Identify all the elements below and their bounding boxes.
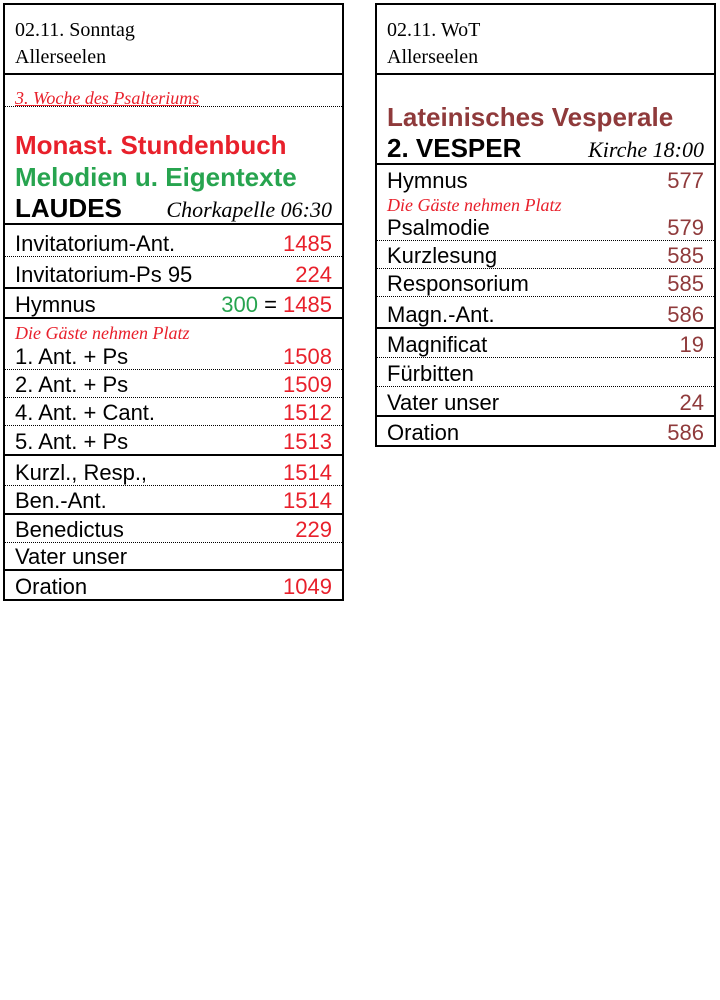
- laudes-feast: Allerseelen: [15, 46, 107, 68]
- vesper-date: 02.11. WoT: [387, 19, 481, 41]
- page-number: [221, 293, 332, 317]
- row-label: 4. Ant. + Cant.: [15, 400, 156, 425]
- row-label: Responsorium: [387, 271, 529, 296]
- list-item: [5, 571, 342, 599]
- page-number: 577: [667, 168, 704, 193]
- list-item: [5, 426, 342, 454]
- page-number: 585: [667, 271, 704, 296]
- vesper-hour-line: [377, 133, 714, 163]
- list-item: [377, 165, 714, 193]
- laudes-section-reading: [3, 454, 344, 515]
- book-stundenbuch: Monast. Stundenbuch: [15, 130, 287, 160]
- laudes-section-invitatory: [3, 223, 344, 287]
- row-label: Fürbitten: [387, 361, 474, 386]
- vesper-title-block: [375, 75, 716, 163]
- page-number-melodien: 300: [221, 292, 258, 317]
- page-number: 224: [295, 262, 332, 287]
- list-item: [5, 370, 342, 398]
- row-label: 1. Ant. + Ps: [15, 344, 129, 369]
- laudes-date-header: [3, 3, 344, 75]
- page-number: 585: [667, 243, 704, 268]
- page-number: 229: [295, 517, 332, 542]
- page-number: 1514: [283, 488, 332, 513]
- laudes-section-psalmody: [3, 287, 344, 454]
- row-label: Invitatorium-Ps 95: [15, 262, 193, 287]
- vesper-section-psalmody: [375, 163, 716, 327]
- list-item: [5, 225, 342, 257]
- page-number: 19: [679, 332, 704, 357]
- row-label: Ben.-Ant.: [15, 488, 107, 513]
- laudes-date: 02.11. Sonntag: [15, 19, 135, 41]
- list-item: [377, 417, 714, 445]
- vesper-books: [377, 75, 714, 133]
- list-item: [377, 297, 714, 327]
- guests-note: Die Gäste nehmen Platz: [15, 323, 190, 343]
- row-label: Hymnus: [387, 168, 468, 193]
- list-item: [5, 486, 342, 513]
- hour-name-vesper: 2. VESPER: [387, 133, 522, 163]
- equals-sign: =: [257, 292, 284, 317]
- row-label: Kurzlesung: [387, 243, 498, 268]
- laudes-title-block: [3, 75, 344, 223]
- list-item: [377, 329, 714, 358]
- page-number: 586: [667, 420, 704, 445]
- list-item: [377, 215, 714, 241]
- row-label: Vater unser: [15, 544, 128, 569]
- page-number: 1509: [283, 372, 332, 397]
- page-number: 1508: [283, 344, 332, 369]
- list-item: [377, 387, 714, 417]
- vesper-feast: Allerseelen: [387, 46, 479, 68]
- psalter-week: 3. Woche des Psalteriums: [5, 75, 342, 107]
- book-vesperale: Lateinisches Vesperale: [387, 102, 674, 132]
- row-label: Kurzl., Resp.,: [15, 460, 148, 485]
- list-item: [5, 343, 342, 370]
- laudes-hour-line: [5, 193, 342, 223]
- row-label: 2. Ant. + Ps: [15, 372, 129, 397]
- list-item: [5, 398, 342, 426]
- row-label: Invitatorium-Ant.: [15, 231, 176, 256]
- guests-note: Die Gäste nehmen Platz: [387, 195, 562, 215]
- row-label: Benedictus: [15, 517, 124, 542]
- row-label: Magn.-Ant.: [387, 302, 495, 327]
- vesper-date-header: [375, 3, 716, 75]
- row-label: Magnificat: [387, 332, 488, 357]
- row-label: Psalmodie: [387, 215, 490, 240]
- row-label: Vater unser: [387, 390, 500, 415]
- page-number: 24: [679, 390, 704, 415]
- laudes-books: [5, 107, 342, 193]
- vesper-card: [375, 3, 716, 447]
- hour-name-laudes: LAUDES: [15, 193, 122, 223]
- list-item: [5, 456, 342, 486]
- row-label: Oration: [387, 420, 460, 445]
- page-number: 1512: [283, 400, 332, 425]
- page-number: 1513: [283, 429, 332, 454]
- row-label: 5. Ant. + Ps: [15, 429, 129, 454]
- book-melodien: Melodien u. Eigentexte: [15, 162, 297, 192]
- list-item: [377, 358, 714, 387]
- page-number: 1049: [283, 574, 332, 599]
- row-label: Hymnus: [15, 292, 96, 317]
- list-item: [5, 257, 342, 287]
- page-number: 1485: [283, 231, 332, 256]
- page-number-stundenbuch: 1485: [283, 292, 332, 317]
- list-item: [5, 515, 342, 543]
- list-item: [377, 241, 714, 269]
- list-item: [5, 543, 342, 571]
- page-number: 1514: [283, 460, 332, 485]
- vesper-section-closing: [375, 327, 716, 447]
- place-time-vesper: Kirche 18:00: [588, 137, 704, 162]
- page-number: 579: [667, 215, 704, 240]
- page-number: 586: [667, 302, 704, 327]
- list-item: [377, 269, 714, 297]
- list-item: [5, 289, 342, 319]
- place-time-laudes: Chorkapelle 06:30: [166, 197, 332, 222]
- laudes-card: [3, 3, 344, 601]
- laudes-section-closing: [3, 515, 344, 601]
- row-label: Oration: [15, 574, 88, 599]
